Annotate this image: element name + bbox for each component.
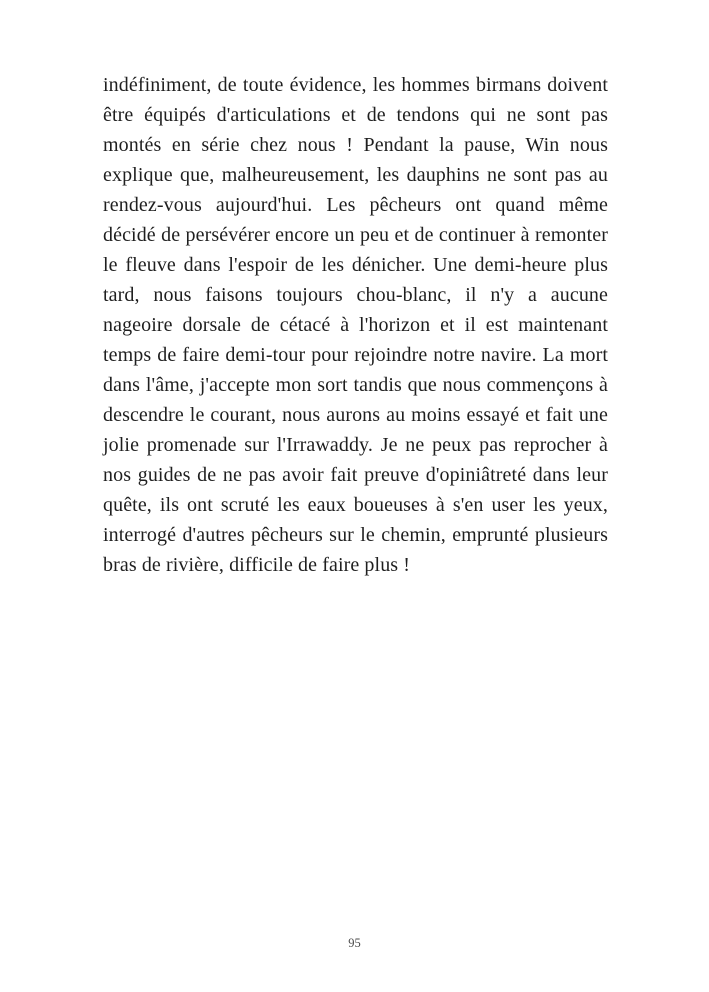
page-number: 95 xyxy=(348,936,361,950)
body-paragraph: indéfiniment, de toute évidence, les hommes birmans doivent être équipés d'articulations et de tendons qui ne sont pas montés en série chez nous ! Pendant la pause, Win nous explique que, malheureusement, les dauphins ne sont pas au rendez-vous aujourd'hui. Les pêcheurs ont quand même décidé de persévérer encore un peu et de continuer à remonter le fleuve dans l'espoir de les dénicher. Une demi-heure plus tard, nous faisons toujours chou-blanc, il n'y a aucune nageoire dorsale de cétacé à l'horizon et il est maintenant temps de faire demi-tour pour rejoindre notre navire. La mort dans l'âme, j'accepte mon sort tandis que nous commençons à descendre le courant, nous aurons au moins essayé et fait une jolie promenade sur l'Irrawaddy. Je ne peux pas reprocher à nos guides de ne pas avoir fait preuve d'opiniâtreté dans leur quête, ils ont scruté les eaux boueuses à s'en user les yeux, interrogé d'autres pêcheurs sur le chemin, emprunté plusieurs bras de rivière, difficile de faire plus ! xyxy=(103,74,608,576)
